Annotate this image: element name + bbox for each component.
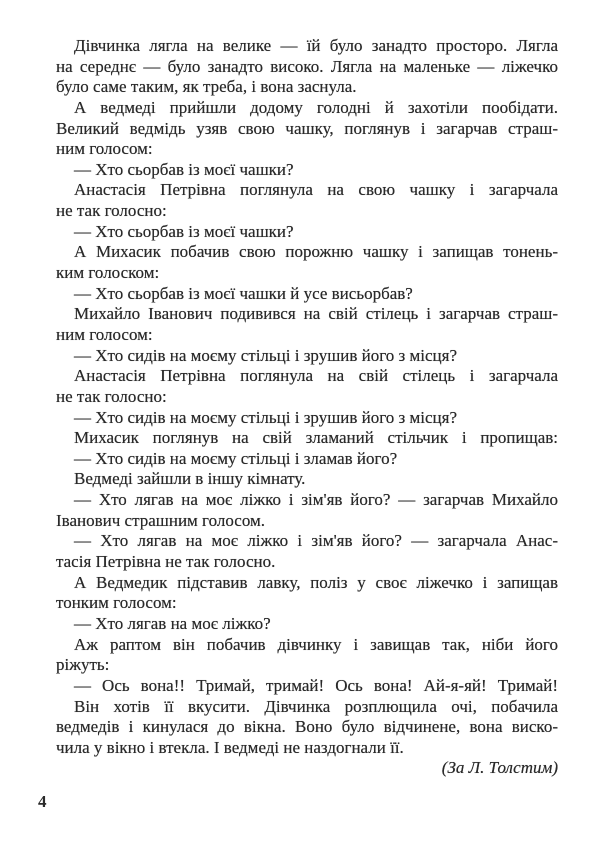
text-line: ним голосом: [56,139,153,159]
text-line: ріжуть: [56,655,110,675]
text-line: А Михасик побачив свою порожню чашку і запищав тонень- [74,242,558,262]
text-line: було саме таким, як треба, і вона заснула. [56,77,357,97]
text-line: Іванович страшним голосом. [56,510,266,530]
text-line: чила у вікно і втекла. І ведмеді не наздогнали її. [56,737,404,757]
text-line: — Хто сидів на моєму стільці і зрушив його з місця? [74,345,458,365]
text-line: тонким голосом: [56,593,177,613]
text-line: Він хотів її вкусити. Дівчинка розплющила очі, побачила [74,696,558,716]
text-line: Михасик поглянув на свій зламаний стільчик і пропищав: [74,428,558,448]
text-line: — Хто сьорбав із моєї чашки й усе висьорбав? [74,283,413,303]
text-line: тасія Петрівна не так голосно. [56,552,276,572]
text-line: — Хто сидів на моєму стільці і зрушив його з місця? [74,407,458,427]
text-line: — Хто сьорбав із моєї чашки? [74,159,294,179]
text-line: — Ось вона!! Тримай, тримай! Ось вона! Ай-я-яй! Тримай! [74,675,558,695]
text-line: А ведмеді прийшли додому голодні й захотіли пообідати. [74,97,558,117]
text-line: — Хто лягав на моє ліжко і зім'яв його? — загарчав Михайло [74,490,558,510]
text-line: Ведмеді зайшли в іншу кімнату. [74,469,306,489]
text-line: не так голосно: [56,201,167,221]
text-line: — Хто сьорбав із моєї чашки? [74,221,294,241]
text-line: не так голосно: [56,386,167,406]
text-line: ним голосом: [56,324,153,344]
text-line: на середнє — було занадто високо. Лягла на маленьке — ліжечко [56,56,558,76]
text-line: — Хто лягав на моє ліжко і зім'яв його? — загарчала Анас- [74,531,558,551]
text-line: Великий ведмідь узяв свою чашку, поглянув і загарчав страш- [56,118,558,138]
story-text [56,36,558,779]
text-line: Аж раптом він побачив дівчинку і завищав так, ніби його [74,634,558,654]
text-line: — Хто сидів на моєму стільці і зламав його? [74,448,398,468]
page-number: 4 [38,792,47,811]
source-attribution: (За Л. Толстим) [441,758,558,778]
text-line: ведмедів і кинулася до вікна. Воно було відчинене, вона виско- [56,717,558,737]
text-line: Анастасія Петрівна поглянула на свій стілець і загарчала [74,366,558,386]
text-line: Михайло Іванович подивився на свій стілець і загарчав страш- [74,304,558,324]
text-line: ким голоском: [56,263,160,283]
text-line: Дівчинка лягла на велике — їй було занадто просторо. Лягла [74,36,558,55]
text-line: А Ведмедик підставив лавку, поліз у своє ліжечко і запищав [74,572,558,592]
text-line: Анастасія Петрівна поглянула на свою чашку і загарчала [74,180,558,200]
text-line: — Хто лягав на моє ліжко? [74,613,271,633]
